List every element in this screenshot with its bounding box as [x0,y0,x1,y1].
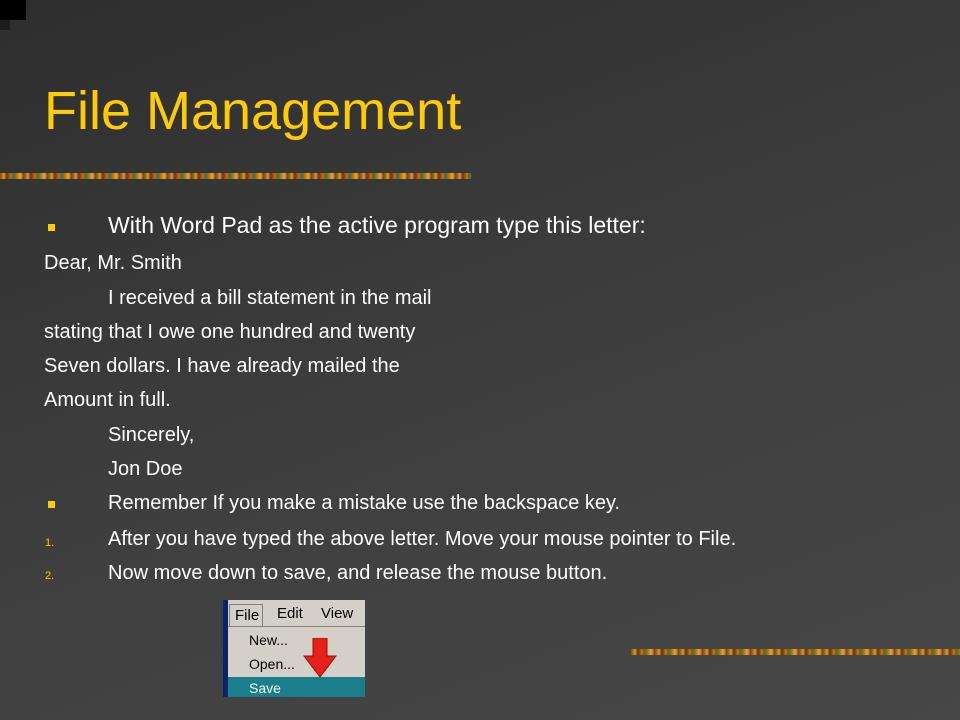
menu-view[interactable]: View [321,605,354,622]
file-menu-screenshot [223,600,365,697]
step-number: 1. [45,537,55,549]
menu-item-open[interactable]: Open... [249,656,295,672]
menu-file[interactable]: File [235,607,260,624]
step-text: After you have typed the above letter. Move your mouse pointer to File. [108,528,737,550]
slide-title: File Management [44,81,462,141]
letter-body-line-4: Amount in full. [44,389,171,411]
reminder-text: Remember If you make a mistake use the backspace key. [108,492,621,514]
step-text: Now move down to save, and release the mouse button. [108,562,608,584]
bottom-divider [631,649,960,655]
menu-item-new[interactable]: New... [249,632,288,648]
menu-edit[interactable]: Edit [277,605,303,622]
bullet-intro-text: With Word Pad as the active program type this letter: [108,212,646,238]
letter-closing: Sincerely, [108,424,195,446]
letter-salutation: Dear, Mr. Smith [44,252,182,274]
title-divider [0,173,471,179]
menu-item-save[interactable]: Save [249,680,281,696]
letter-body-line-1: I received a bill statement in the mail [108,287,432,309]
letter-body-line-2: stating that I owe one hundred and twenty [44,321,416,343]
letter-body-line-3: Seven dollars. I have already mailed the [44,355,400,377]
corner-decoration-small [0,20,10,30]
step-number: 2. [45,570,55,582]
down-arrow-icon [303,638,337,678]
letter-signature: Jon Doe [108,458,183,480]
corner-decoration [0,0,26,20]
bullet-icon [48,501,55,508]
bullet-icon [48,224,55,231]
